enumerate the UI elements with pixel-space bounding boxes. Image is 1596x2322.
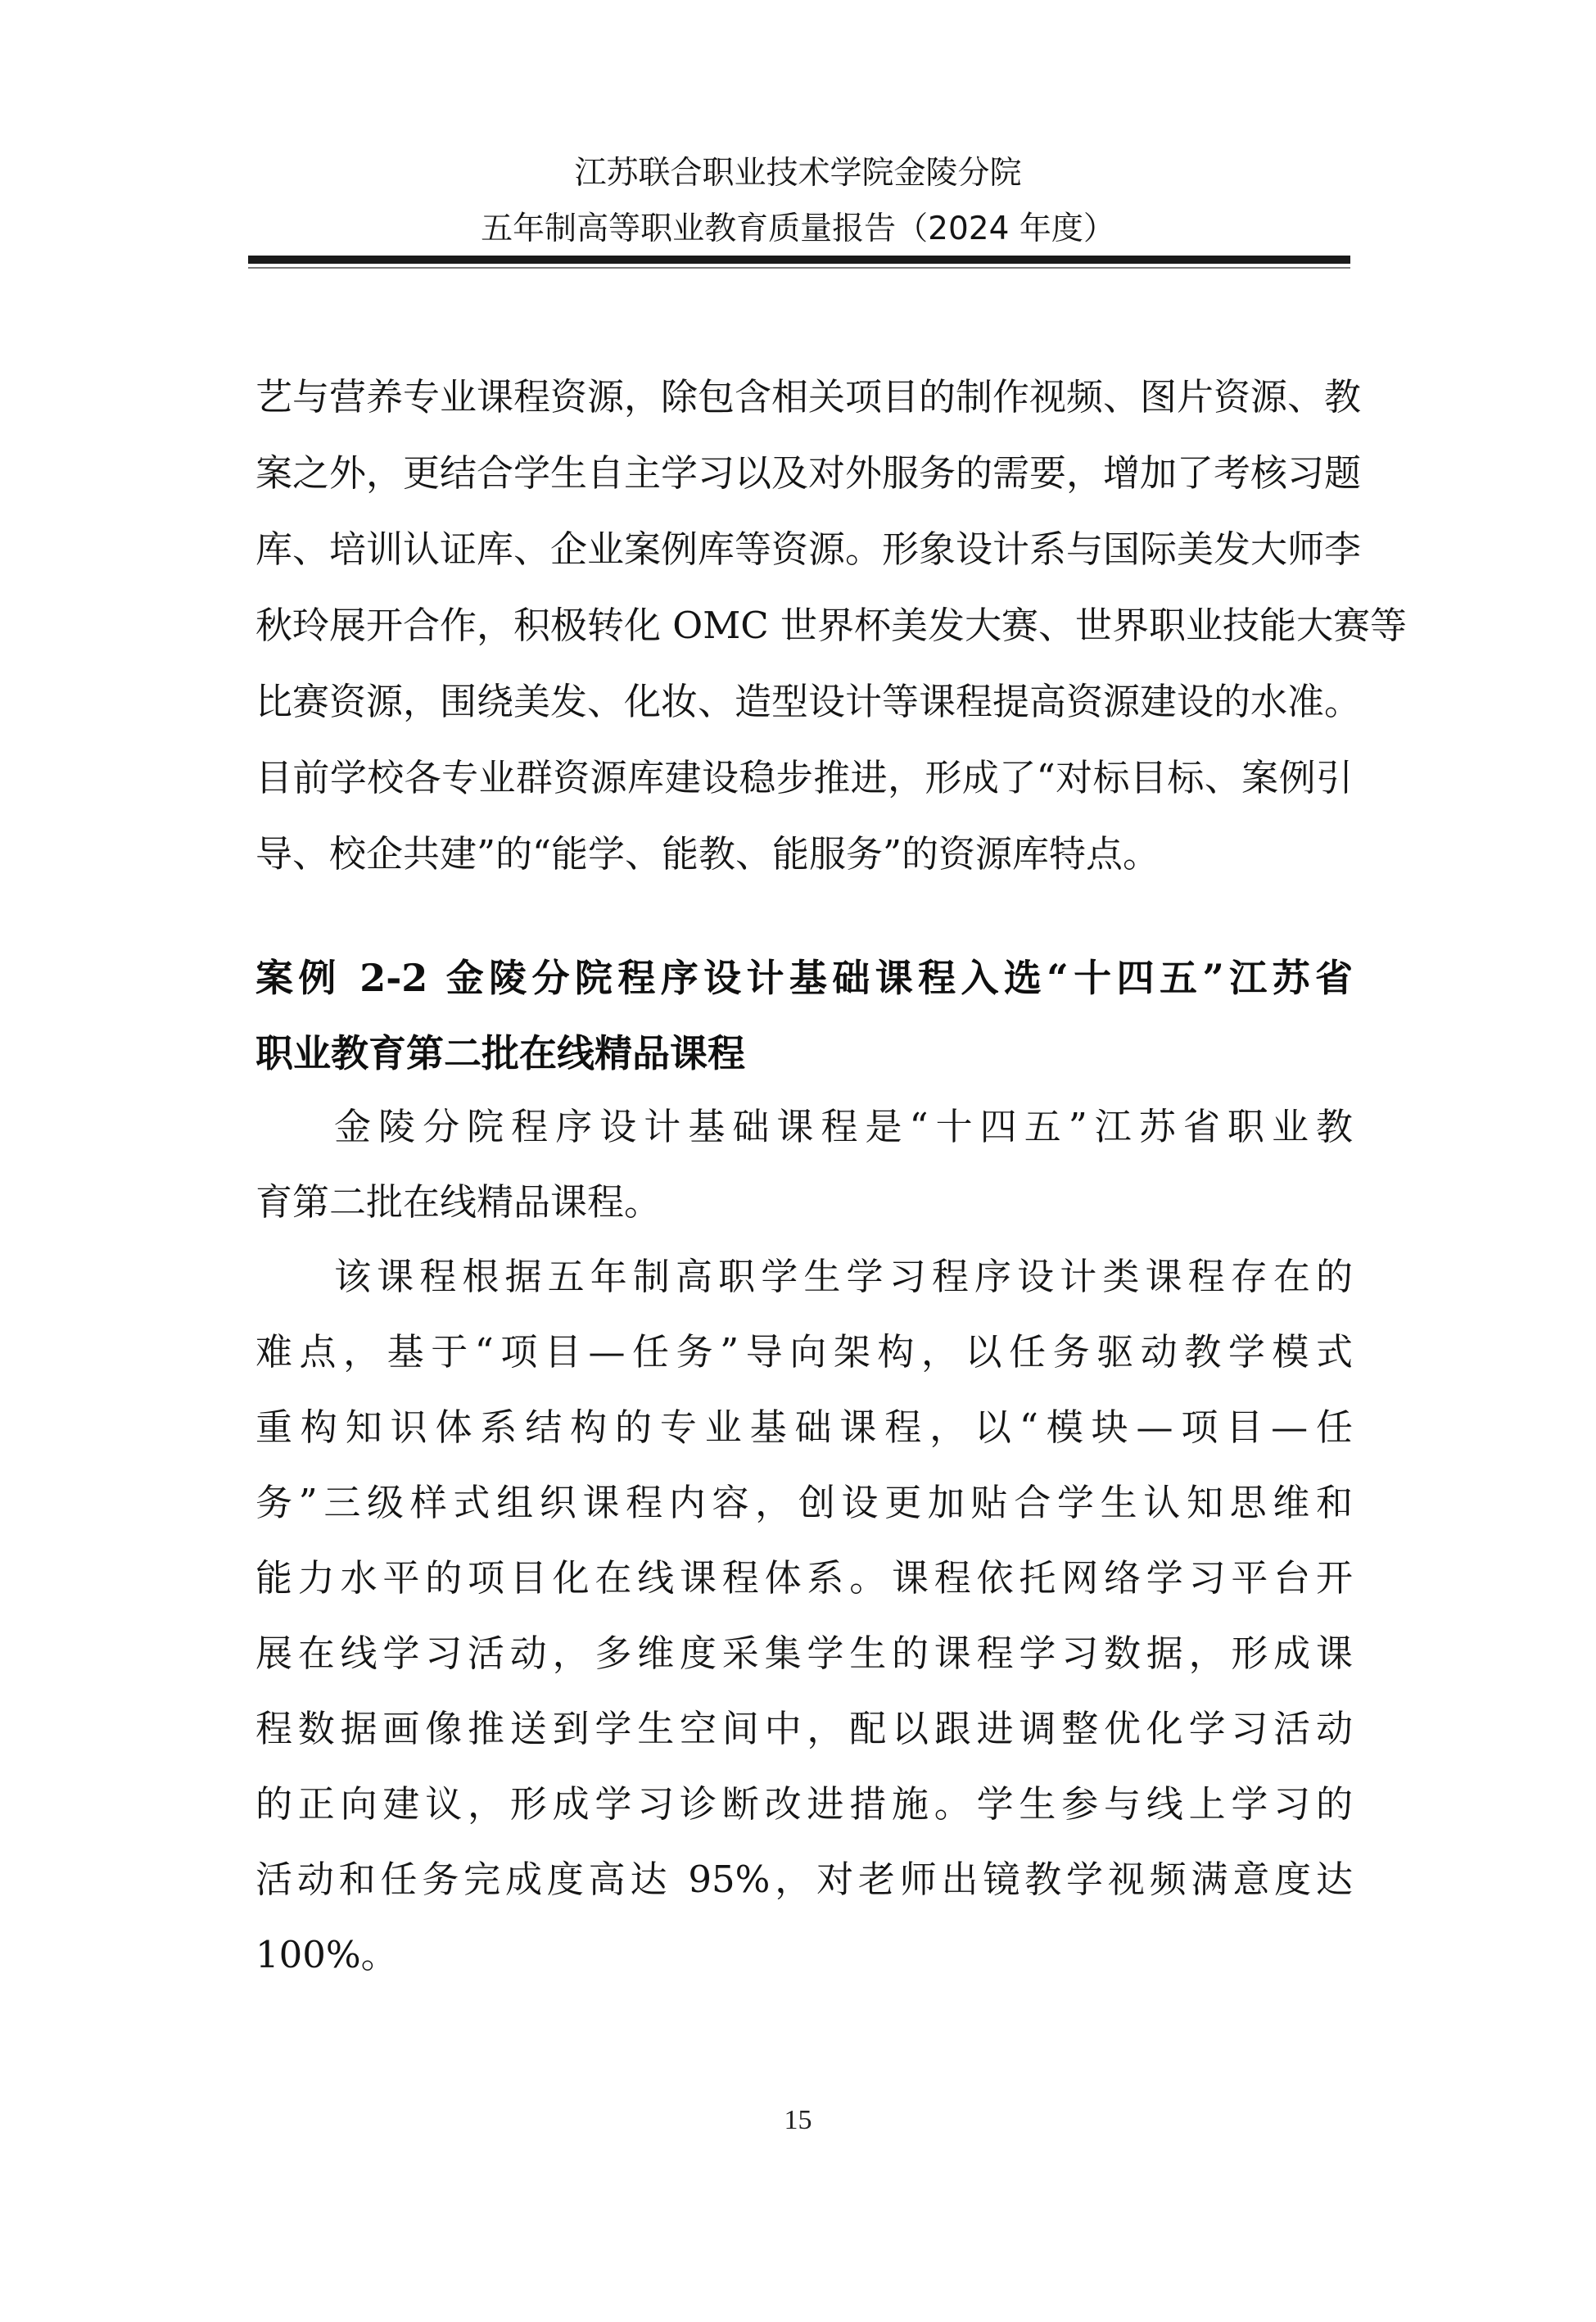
header-divider-thin <box>248 267 1350 269</box>
paragraph-line: 难点，基于“项目—任务”导向架构，以任务驱动教学模式 <box>255 1330 1353 1374</box>
paragraph-line: 导、校企共建”的“能学、能教、能服务”的资源库特点。 <box>255 832 1160 876</box>
case-heading-line: 案例 2-2 金陵分院程序设计基础课程入选“十四五”江苏省 <box>255 956 1353 1000</box>
paragraph-line: 案之外，更结合学生自主学习以及对外服务的需要，增加了考核习题 <box>255 451 1362 495</box>
paragraph-line: 活动和任务完成度高达 95%，对老师出镜教学视频满意度达 <box>255 1858 1353 1901</box>
page-number: 15 <box>784 2105 812 2135</box>
page-header <box>246 146 1350 257</box>
paragraph-resource-library <box>255 359 1408 892</box>
paragraph-line: 金陵分院程序设计基础课程是“十四五”江苏省职业教 <box>334 1105 1353 1148</box>
paragraph-line: 的正向建议，形成学习诊断改进措施。学生参与线上学习的 <box>255 1782 1353 1826</box>
paragraph-line: 艺与营养专业课程资源，除包含相关项目的制作视频、图片资源、教 <box>255 375 1362 419</box>
case-heading-line: 职业教育第二批在线精品课程 <box>255 1031 745 1075</box>
paragraph-case-intro <box>255 1089 1353 1240</box>
paragraph-line: 育第二批在线精品课程。 <box>255 1180 662 1224</box>
paragraph-line: 比赛资源，围绕美发、化妆、造型设计等课程提高资源建设的水准。 <box>255 680 1362 723</box>
paragraph-line: 目前学校各专业群资源库建设稳步推进，形成了“对标目标、案例引 <box>255 756 1353 799</box>
paragraph-line: 该课程根据五年制高职学生学习程序设计类课程存在的 <box>334 1255 1353 1298</box>
paragraph-line: 务”三级样式组织课程内容，创设更加贴合学生认知思维和 <box>255 1481 1353 1524</box>
case-heading <box>255 940 1353 1091</box>
paragraph-line: 能力水平的项目化在线课程体系。课程依托网络学习平台开 <box>255 1556 1353 1600</box>
header-divider-thick <box>248 256 1350 264</box>
paragraph-course-description <box>255 1239 1353 1993</box>
header-report-title: 五年制高等职业教育质量报告（2024 年度） <box>481 210 1115 247</box>
paragraph-line: 重构知识体系结构的专业基础课程，以“模块—项目—任 <box>255 1405 1353 1449</box>
paragraph-line: 库、培训认证库、企业案例库等资源。形象设计系与国际美发大师李 <box>255 527 1362 571</box>
header-institution-name: 江苏联合职业技术学院金陵分院 <box>574 155 1022 192</box>
paragraph-line: 秋玲展开合作，积极转化 OMC 世界杯美发大赛、世界职业技能大赛等 <box>255 604 1408 647</box>
paragraph-line: 100%。 <box>255 1933 398 1976</box>
paragraph-line: 程数据画像推送到学生空间中，配以跟进调整优化学习活动 <box>255 1707 1353 1750</box>
paragraph-line: 展在线学习活动，多维度采集学生的课程学习数据，形成课 <box>255 1632 1353 1675</box>
